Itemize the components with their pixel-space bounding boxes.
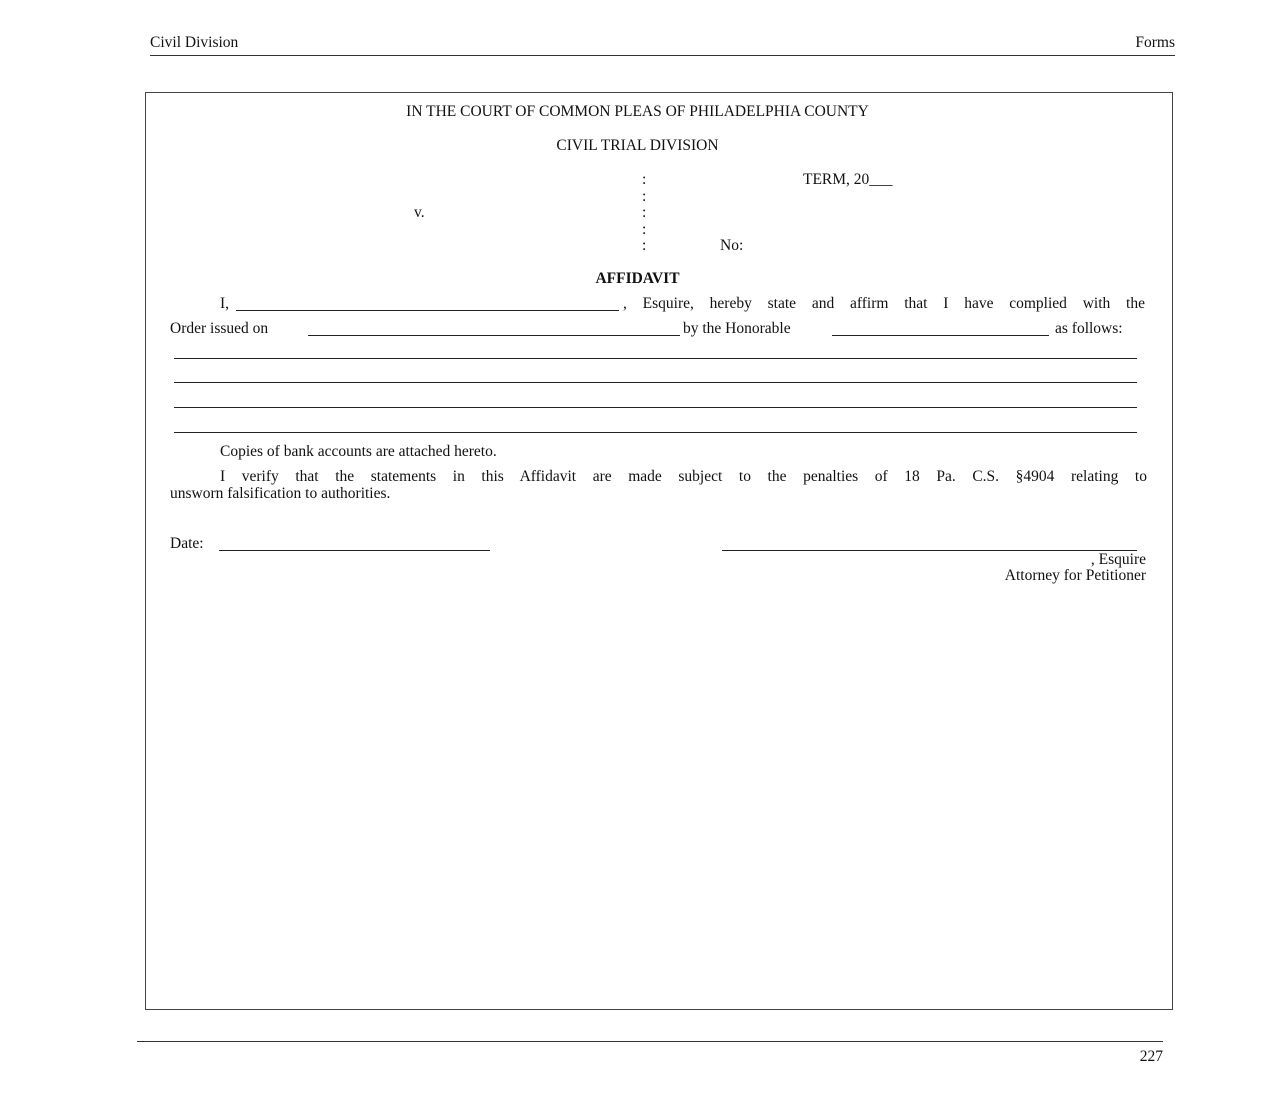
affidavit-title: AFFIDAVIT bbox=[595, 270, 680, 287]
page-number: 227 bbox=[1139, 1048, 1163, 1065]
affiant-prefix: I, bbox=[220, 295, 230, 312]
order-date-blank[interactable] bbox=[308, 335, 680, 336]
caption-colon: : bbox=[642, 188, 647, 205]
compliance-line[interactable] bbox=[174, 432, 1137, 433]
caption-colon: : bbox=[642, 204, 647, 221]
copies-statement: Copies of bank accounts are attached hereto. bbox=[220, 443, 497, 460]
caption-colon: : bbox=[642, 221, 647, 238]
attorney-name-blank[interactable] bbox=[236, 310, 619, 311]
form-border bbox=[145, 92, 1173, 1010]
court-heading: IN THE COURT OF COMMON PLEAS OF PHILADELPHIA COUNTY bbox=[406, 103, 869, 120]
verification-statement: I verify that the statements in this Affidavit are made subject to the penalties of 18 Pa. C.S. §4904 relating to bbox=[220, 468, 1147, 485]
verification-statement-cont: unsworn falsification to authorities. bbox=[170, 485, 391, 502]
caption-colon: : bbox=[642, 171, 647, 188]
running-header-left: Civil Division bbox=[150, 34, 239, 51]
compliance-line[interactable] bbox=[174, 358, 1137, 359]
order-label: Order issued on bbox=[170, 320, 269, 337]
compliance-line[interactable] bbox=[174, 407, 1137, 408]
compliance-line[interactable] bbox=[174, 382, 1137, 383]
date-blank[interactable] bbox=[219, 550, 490, 551]
date-label: Date: bbox=[170, 535, 204, 552]
judge-name-blank[interactable] bbox=[832, 335, 1049, 336]
division-heading: CIVIL TRIAL DIVISION bbox=[556, 137, 719, 154]
versus-label: v. bbox=[414, 204, 425, 221]
caption-colon: : bbox=[642, 237, 647, 254]
running-header-right: Forms bbox=[1135, 34, 1175, 51]
term-label: TERM, 20___ bbox=[803, 171, 893, 188]
as-follows-label: as follows: bbox=[1055, 320, 1123, 337]
header-rule bbox=[150, 55, 1175, 56]
attorney-title: Attorney for Petitioner bbox=[1004, 567, 1146, 584]
affirm-text: , Esquire, hereby state and affirm that I have complied with the bbox=[623, 295, 1145, 312]
honorable-label: by the Honorable bbox=[683, 320, 791, 337]
signature-blank[interactable] bbox=[722, 550, 1137, 551]
footer-rule bbox=[137, 1041, 1163, 1042]
case-number-label: No: bbox=[720, 237, 744, 254]
esquire-label: , Esquire bbox=[1090, 551, 1146, 568]
